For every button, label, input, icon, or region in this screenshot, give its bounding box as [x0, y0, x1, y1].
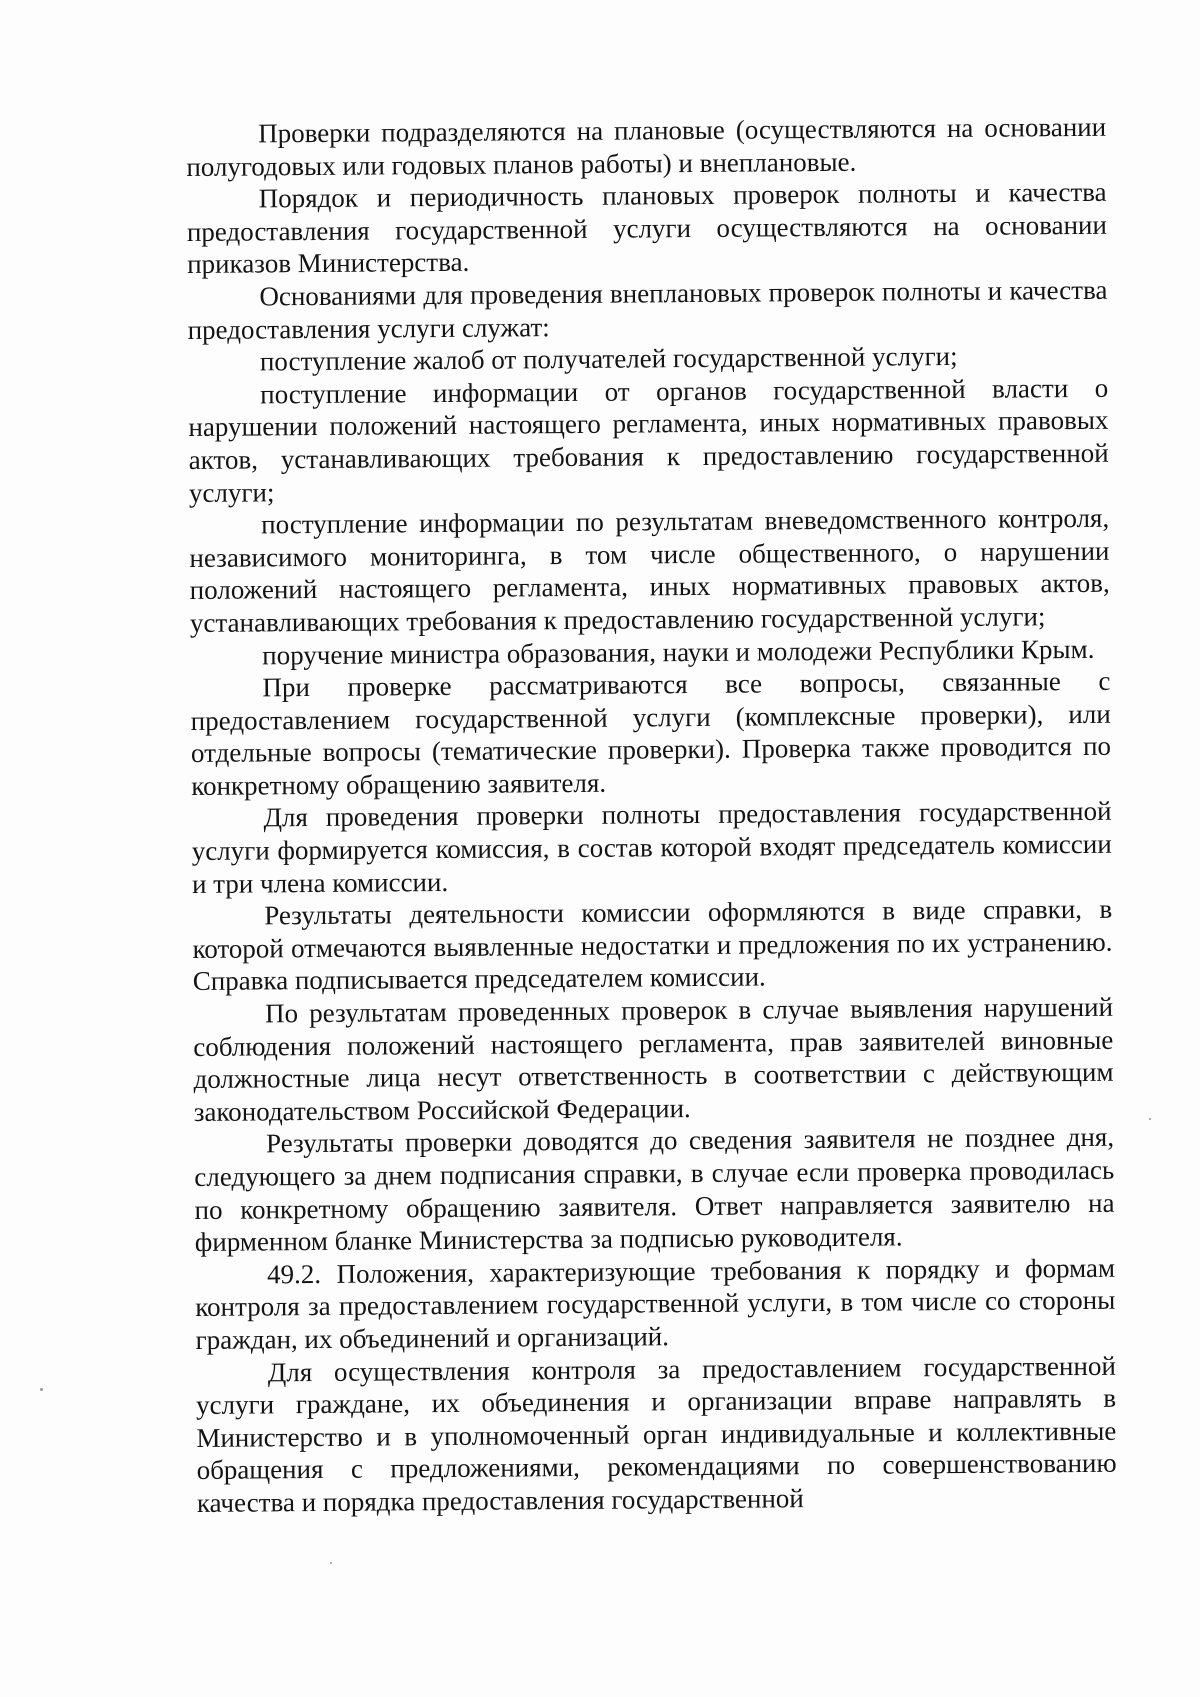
paragraph-section-49-2: 49.2. Положения, характеризующие требования к порядку и формам контроля за предоставлением государственной услуги, в том числе со стороны граждан, их объединений и организаций. [195, 1252, 1116, 1355]
paragraph-inspection-scope: При проверке рассматриваются все вопросы, связанные с предоставлением государственной услуги (комплексные проверки), или отдельные вопросы (тематические проверки). Проверка также проводится по конкретному обращению заявителя. [190, 665, 1112, 801]
paragraph-liability: По результатам проведенных проверок в случае выявления нарушений соблюдения положений настоящего регламента, прав заявителей виновные должностные лица несут ответственность в соответствии с действующим законодательством Российской Федерации. [193, 991, 1114, 1127]
document-body [186, 111, 1117, 1520]
paragraph-commission: Для проведения проверки полноты предоставления государственной услуги формируется комиссия, в состав которой входят председатель комиссии и три члена комиссии. [191, 796, 1112, 899]
paragraph-ground-monitoring-info: поступление информации по результатам вневедомственного контроля, независимого мониторинга, в том числе общественного, о нарушении положений настоящего регламента, иных нормативных правовых актов, устанавливающих требования к предоставлению государственной услуги; [189, 502, 1110, 638]
paragraph-ground-complaints: поступление жалоб от получателей государственной услуги; [259, 341, 958, 377]
paragraph-commission-results: Результаты деятельности комиссии оформляются в виде справки, в которой отмечаются выявленные недостатки и предложения по их устранению. Справка подписывается председателем комиссии. [192, 894, 1113, 997]
scan-speck [330, 1562, 332, 1564]
paragraph-inspection-types: Проверки подразделяются на плановые (осуществляются на основании полугодовых или годовых планов работы) и внеплановые. [186, 111, 1107, 182]
paragraph-results-notification: Результаты проверки доводятся до сведения заявителя не позднее дня, следующего за днем подписания справки, в случае если проверка проводилась по конкретному обращению заявителя. Ответ направляется заявителю на фирменном бланке Министерства за подписью руководителя. [194, 1122, 1115, 1258]
paragraph-ground-authority-info: поступление информации от органов государственной власти о нарушении положений настоящего регламента, иных нормативных правовых актов, устанавливающих требования к предоставлению государственной услуги; [188, 372, 1109, 508]
paragraph-planned-inspection-order: Порядок и периодичность плановых проверок полноты и качества предоставления государственной услуги осуществляются на основании приказов Министерства. [186, 176, 1107, 280]
scan-speck [40, 1388, 43, 1391]
paragraph-unplanned-grounds: Основаниями для проведения внеплановых проверок полноты и качества предоставления услуги служат: [187, 274, 1108, 345]
paragraph-citizen-control: Для осуществления контроля за предоставлением государственной услуги граждане, их объединения и организации вправе направлять в Министерство и в уполномоченный орган индивидуальные и коллективные обращения с предложениями, рекомендациями по совершенствованию качества и порядка предоставления государственной [195, 1350, 1117, 1518]
paragraph-ground-minister-order: поручение министра образования, науки и молодежи Республики Крым. [262, 633, 1095, 670]
scan-speck [1149, 1118, 1151, 1120]
